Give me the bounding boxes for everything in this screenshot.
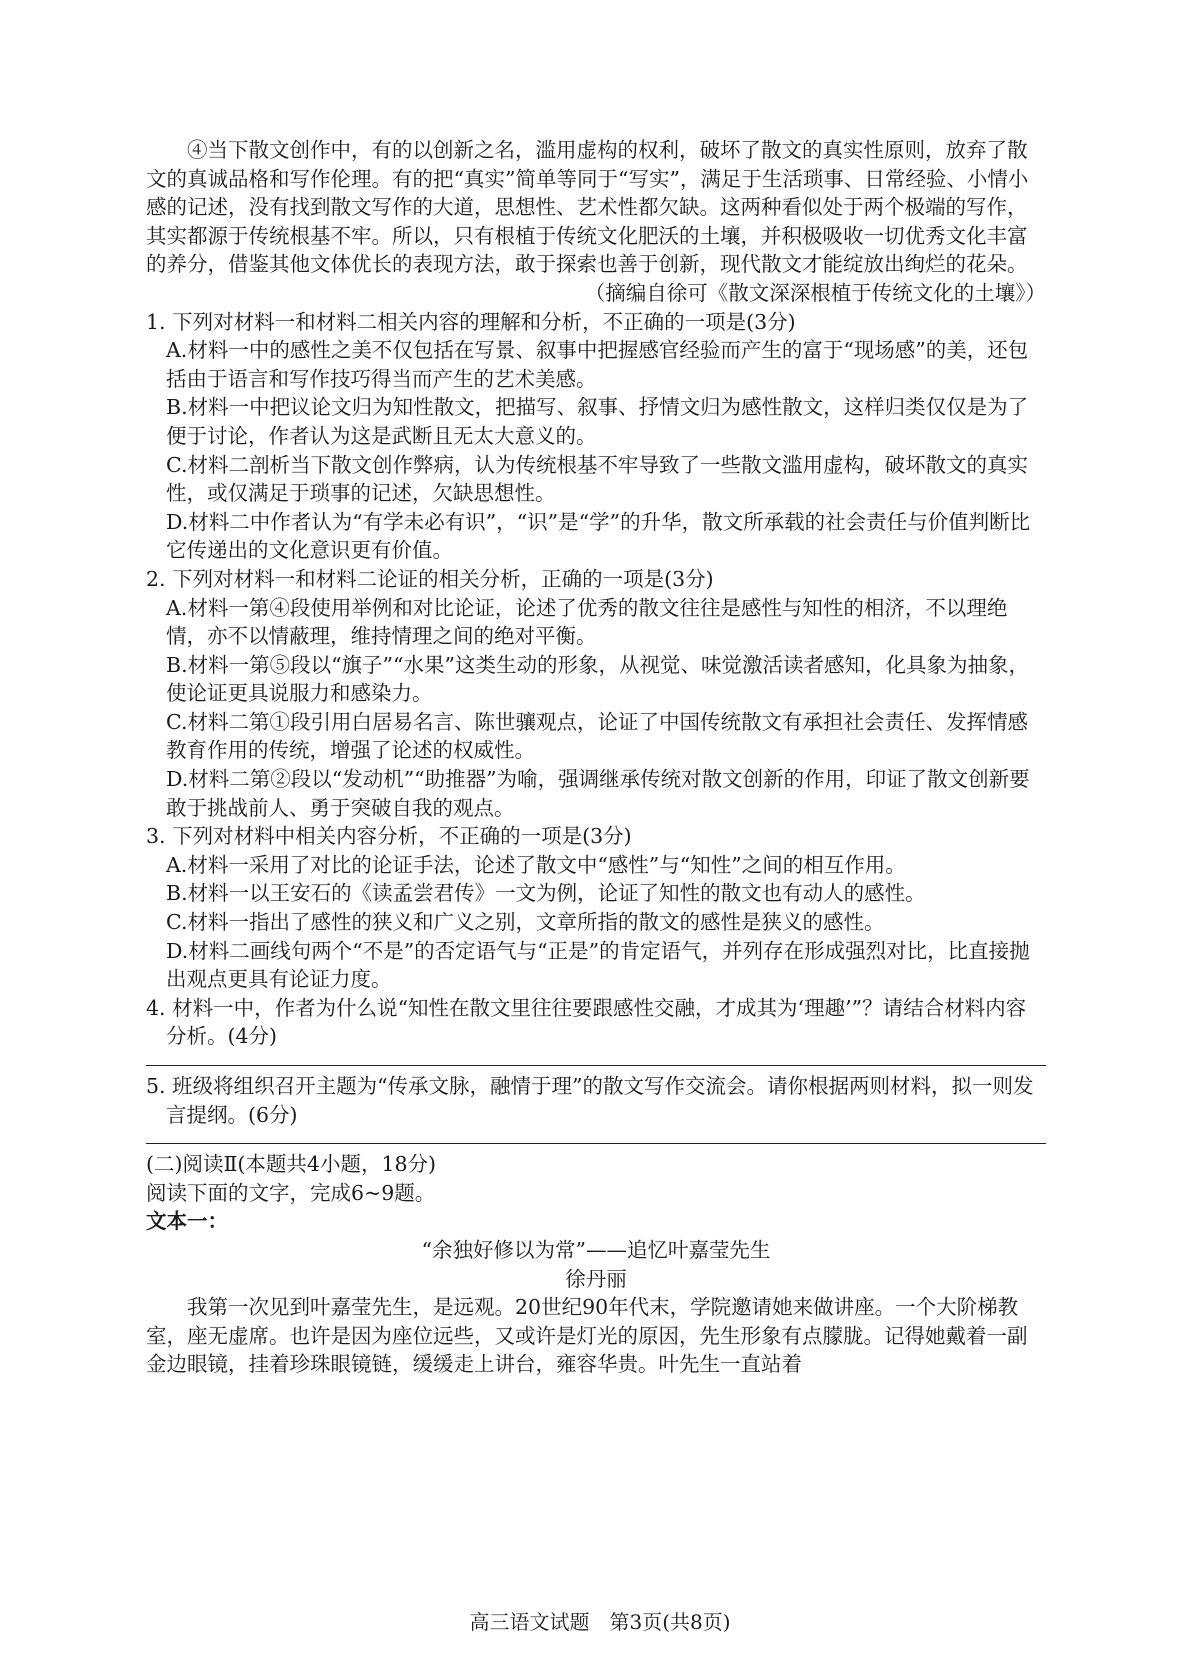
option-c: C.材料二剖析当下散文创作弊病，认为传统根基不牢导致了一些散文滥用虚构，破坏散文的真实性，或仅满足于琐事的记述，欠缺思想性。 [166,452,1028,506]
option-d: D.材料二中作者认为“有学未必有识”，“识”是“学”的升华，散文所承载的社会责任与价值判断比它传递出的文化意识更有价值。 [166,509,1031,563]
option-c: C.材料二第①段引用白居易名言、陈世骧观点，论证了中国传统散文有承担社会责任、发挥情感教育作用的传统，增强了论述的权威性。 [166,709,1028,763]
option-b: B.材料一中把议论文归为知性散文，把描写、叙事、抒情文归为感性散文，这样归类仅仅是为了便于讨论，作者认为这是武断且无太大意义的。 [166,395,1029,448]
option-c: C.材料一指出了感性的狭义和广义之别，文章所指的散文的感性是狭义的感性。 [166,910,885,935]
section-instruction: 阅读下面的文字，完成6~9题。 [146,1180,436,1205]
page-content [146,136,1046,1379]
option-d: D.材料二第②段以“发动机”“助推器”为喻，强调继承传统对散文创新的作用，印证了散文创新要敢于挑战前人、勇于突破自我的观点。 [166,767,1030,820]
option-d: D.材料二画线句两个“不是”的否定语气与“正是”的肯定语气，并列存在形成强烈对比，比直接抛出观点更具有论证力度。 [166,938,1030,992]
passage-paragraph-4: ④当下散文创作中，有的以创新之名，滥用虚构的权利，破坏了散文的真实性原则，放弃了散文的真诚品格和写作伦理。有的把“真实”简单等同于“写实”，满足于生活琐事、日常经验、小情小感的记述，没有找到散文写作的大道，思想性、艺术性都欠缺。这两种看似处于两个极端的写作，其实都源于传统根基不牢。所以，只有根植于传统文化肥沃的土壤，并积极吸收一切优秀文化丰富的养分，借鉴其他文体优长的表现方法，敢于探索也善于创新，现代散文才能绽放出绚烂的花朵。 [146,138,1029,277]
answer-line[interactable] [146,1143,1046,1144]
section-heading: (二)阅读Ⅱ(本题共4小题，18分) [146,1152,437,1177]
option-a: A.材料一采用了对比的论证手法，论述了散文中“感性”与“知性”之间的相互作用。 [166,852,906,877]
page-footer: 高三语文试题 第3页(共8页) [469,1610,731,1634]
passage-source: （摘编自徐可《散文深深根植于传统文化的土壤》） [584,280,1046,305]
answer-line[interactable] [146,1065,1046,1066]
option-b: B.材料一第⑤段以“旗子”“水果”这类生动的形象，从视觉、味觉激活读者感知，化具象为抽象，使论证更具说服力和感染力。 [166,652,1029,706]
question-stem: 2. 下列对材料一和材料二论证的相关分析，正确的一项是(3分) [146,566,714,591]
article-paragraph-1: 我第一次见到叶嘉莹先生，是远观。20世纪90年代末，学院邀请她来做讲座。一个大阶梯教室，座无虚席。也许是因为座位远些，又或许是灯光的原因，先生形象有点朦胧。记得她戴着一副金边眼镜，挂着珍珠眼镜链，缓缓走上讲台，雍容华贵。叶先生一直站着 [146,1295,1028,1377]
question-stem: 1. 下列对材料一和材料二相关内容的理解和分析，不正确的一项是(3分) [146,309,796,334]
question-1 [146,308,1046,565]
option-b: B.材料一以王安石的《读孟尝君传》一文为例，论证了知性的散文也有动人的感性。 [166,881,926,906]
option-a: A.材料一中的感性之美不仅包括在写景、叙事中把握感官经验而产生的富于“现场感”的美，还包括由于语言和写作技巧得当而产生的艺术美感。 [166,338,1029,391]
question-3 [146,822,1046,994]
article-title: “余独好修以为常”——追忆叶嘉莹先生 [421,1237,771,1262]
question-stem: 3. 下列对材料中相关内容分析，不正确的一项是(3分) [146,824,632,849]
reading-section-2 [146,1150,1046,1379]
question-stem: 5. 班级将组织召开主题为“传承文脉，融情于理”的散文写作交流会。请你根据两则材料，拟一则发言提纲。(6分) [146,1074,1034,1127]
question-5 [146,1072,1046,1144]
question-stem: 4. 材料一中，作者为什么说“知性在散文里往往要跟感性交融，才成其为‘理趣’”？请结合材料内容分析。(4分) [146,995,1027,1049]
article-author: 徐丹丽 [565,1266,627,1291]
question-4 [146,994,1046,1066]
question-2 [146,565,1046,822]
option-a: A.材料一第④段使用举例和对比论证，论述了优秀的散文往往是感性与知性的相济，不以理绝情，亦不以情蔽理，维持情理之间的绝对平衡。 [166,595,1008,649]
text-label: 文本一： [146,1209,228,1234]
